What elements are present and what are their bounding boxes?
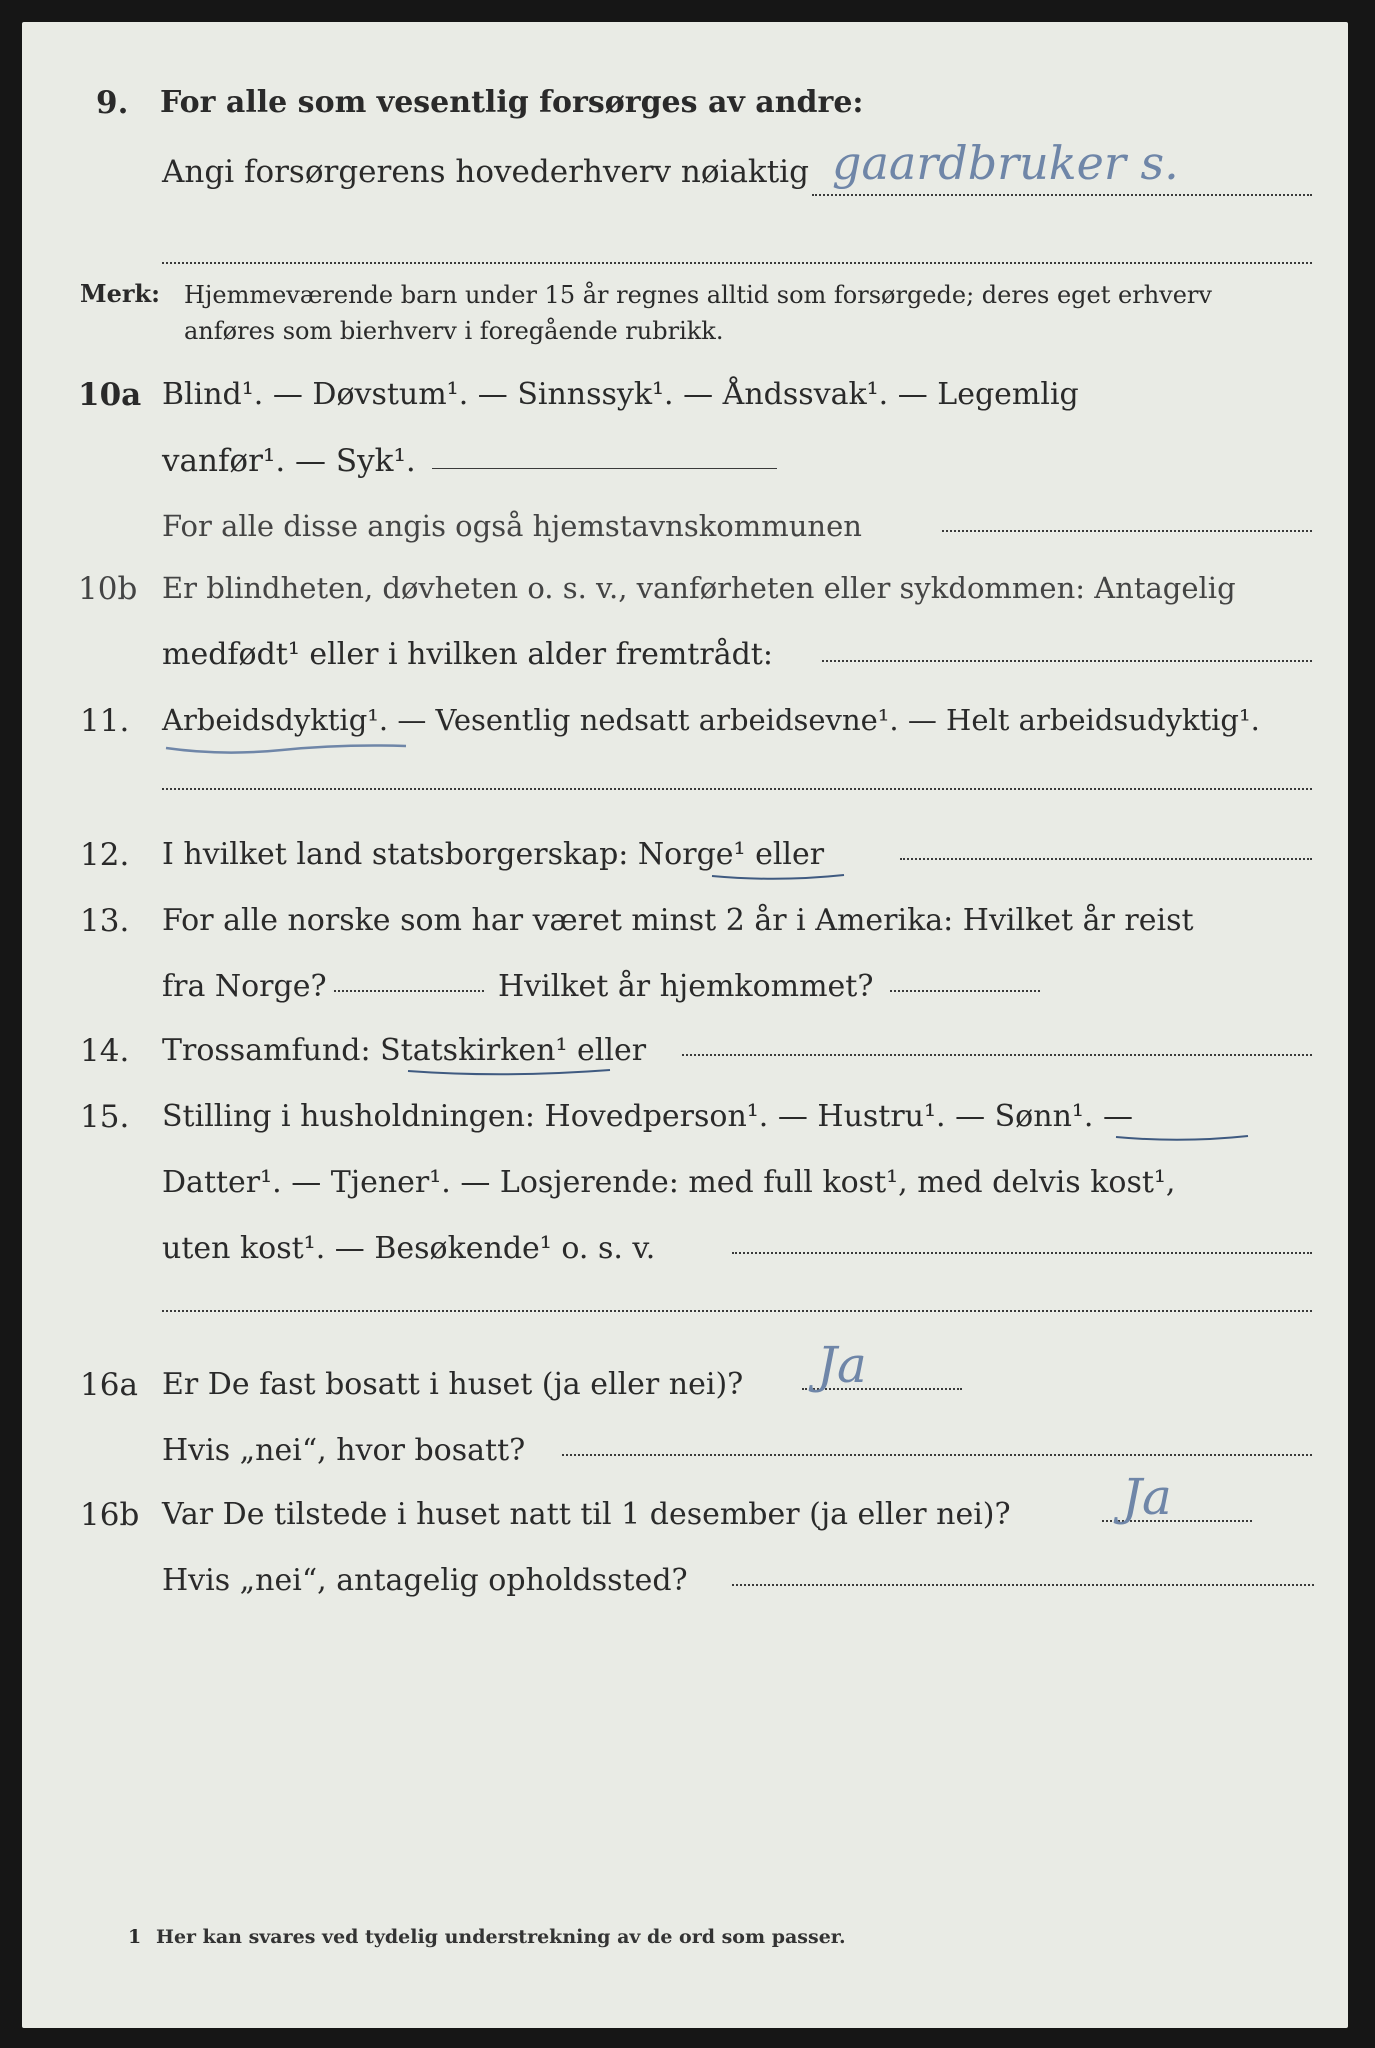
question-16a-line-1: Er De fast bosatt i huset (ja eller nei)? bbox=[162, 1367, 744, 1402]
question-9-label: Angi forsørgerens hovederhverv nøiaktig bbox=[162, 154, 809, 190]
question-16a-line-2: Hvis „nei“, hvor bosatt? bbox=[162, 1433, 526, 1468]
question-14-answer-line bbox=[682, 1054, 1312, 1056]
question-11-number: 11. bbox=[80, 703, 130, 739]
question-13-year-left-line bbox=[334, 990, 484, 992]
question-14-handwritten-underline bbox=[404, 1064, 614, 1080]
question-10a-answer-line bbox=[942, 530, 1312, 532]
question-16b-line-2: Hvis „nei“, antagelig opholdssted? bbox=[162, 1563, 688, 1598]
question-16a-number: 16a bbox=[80, 1367, 138, 1403]
question-13-year-returned-line bbox=[890, 990, 1040, 992]
question-10b-line-2: medfødt¹ eller i hvilken alder fremtrådt: bbox=[162, 637, 773, 672]
question-16a-residence-line bbox=[562, 1454, 1312, 1456]
question-10a-line-1: Blind¹. — Døvstum¹. — Sinnssyk¹. — Åndssvak¹. — Legemlig bbox=[162, 377, 1079, 412]
question-11-extra-line bbox=[162, 788, 1312, 790]
question-16b-location-line bbox=[732, 1584, 1314, 1586]
question-13-number: 13. bbox=[80, 903, 130, 939]
question-15-extra-line bbox=[162, 1310, 1312, 1312]
question-12-answer-line bbox=[900, 858, 1312, 860]
question-10a-line-2: vanfør¹. — Syk¹. bbox=[162, 443, 416, 479]
question-15-line-3: uten kost¹. — Besøkende¹ o. s. v. bbox=[162, 1231, 656, 1266]
footnote-text: Her kan svares ved tydelig understrekning av de ord som passer. bbox=[156, 1926, 846, 1948]
question-15-line-1: Stilling i husholdningen: Hovedperson¹. — Hustru¹. — Sønn¹. — bbox=[162, 1099, 1133, 1134]
question-9-extra-line bbox=[162, 262, 1312, 264]
question-10b-line-1: Er blindheten, døvheten o. s. v., vanførheten eller sykdommen: Antagelig bbox=[162, 571, 1236, 605]
question-11-text: Arbeidsdyktig¹. — Vesentlig nedsatt arbeidsevne¹. — Helt arbeidsudyktig¹. bbox=[162, 703, 1260, 737]
merk-label: Merk: bbox=[80, 279, 160, 308]
question-10b-number: 10b bbox=[78, 571, 138, 607]
question-16b-line-1: Var De tilstede i huset natt til 1 desember (ja eller nei)? bbox=[162, 1497, 1011, 1532]
question-15-answer-line bbox=[732, 1252, 1312, 1254]
question-9-heading: For alle som vesentlig forsørges av andre: bbox=[160, 85, 864, 120]
question-14-text: Trossamfund: Statskirken¹ eller bbox=[162, 1033, 647, 1068]
question-16b-number: 16b bbox=[80, 1497, 140, 1533]
question-10a-number: 10a bbox=[78, 377, 142, 413]
question-13-line-1: For alle norske som har været minst 2 år i Amerika: Hvilket år reist bbox=[162, 903, 1194, 938]
question-9-handwritten-answer: gaardbruker s. bbox=[832, 136, 1179, 190]
question-15-handwritten-underline bbox=[1112, 1130, 1252, 1146]
question-12-number: 12. bbox=[80, 837, 130, 873]
question-10a-syk-line bbox=[432, 468, 777, 469]
merk-line-2: anføres som bierhverv i foregående rubrikk. bbox=[184, 317, 724, 345]
question-12-handwritten-underline bbox=[708, 868, 848, 884]
question-12-text: I hvilket land statsborgerskap: Norge¹ eller bbox=[162, 837, 825, 872]
question-16a-handwritten-answer: Ja bbox=[817, 1336, 867, 1394]
question-9-answer-line bbox=[812, 194, 1312, 196]
question-15-number: 15. bbox=[80, 1099, 130, 1135]
question-14-number: 14. bbox=[80, 1033, 130, 1069]
census-form-page bbox=[22, 22, 1348, 2028]
footnote-mark: 1 bbox=[128, 1926, 142, 1948]
question-15-line-2: Datter¹. — Tjener¹. — Losjerende: med full kost¹, med delvis kost¹, bbox=[162, 1165, 1176, 1200]
question-13-line-2b: Hvilket år hjemkommet? bbox=[498, 969, 874, 1004]
question-9-number: 9. bbox=[96, 85, 129, 121]
question-13-line-2a: fra Norge? bbox=[162, 969, 327, 1004]
question-10a-line-3: For alle disse angis også hjemstavnskommunen bbox=[162, 509, 862, 543]
question-10b-answer-line bbox=[822, 660, 1312, 662]
merk-line-1: Hjemmeværende barn under 15 år regnes alltid som forsørgede; deres eget erhverv bbox=[184, 281, 1212, 309]
question-11-handwritten-underline bbox=[162, 736, 412, 756]
question-16b-handwritten-answer: Ja bbox=[1122, 1468, 1172, 1526]
